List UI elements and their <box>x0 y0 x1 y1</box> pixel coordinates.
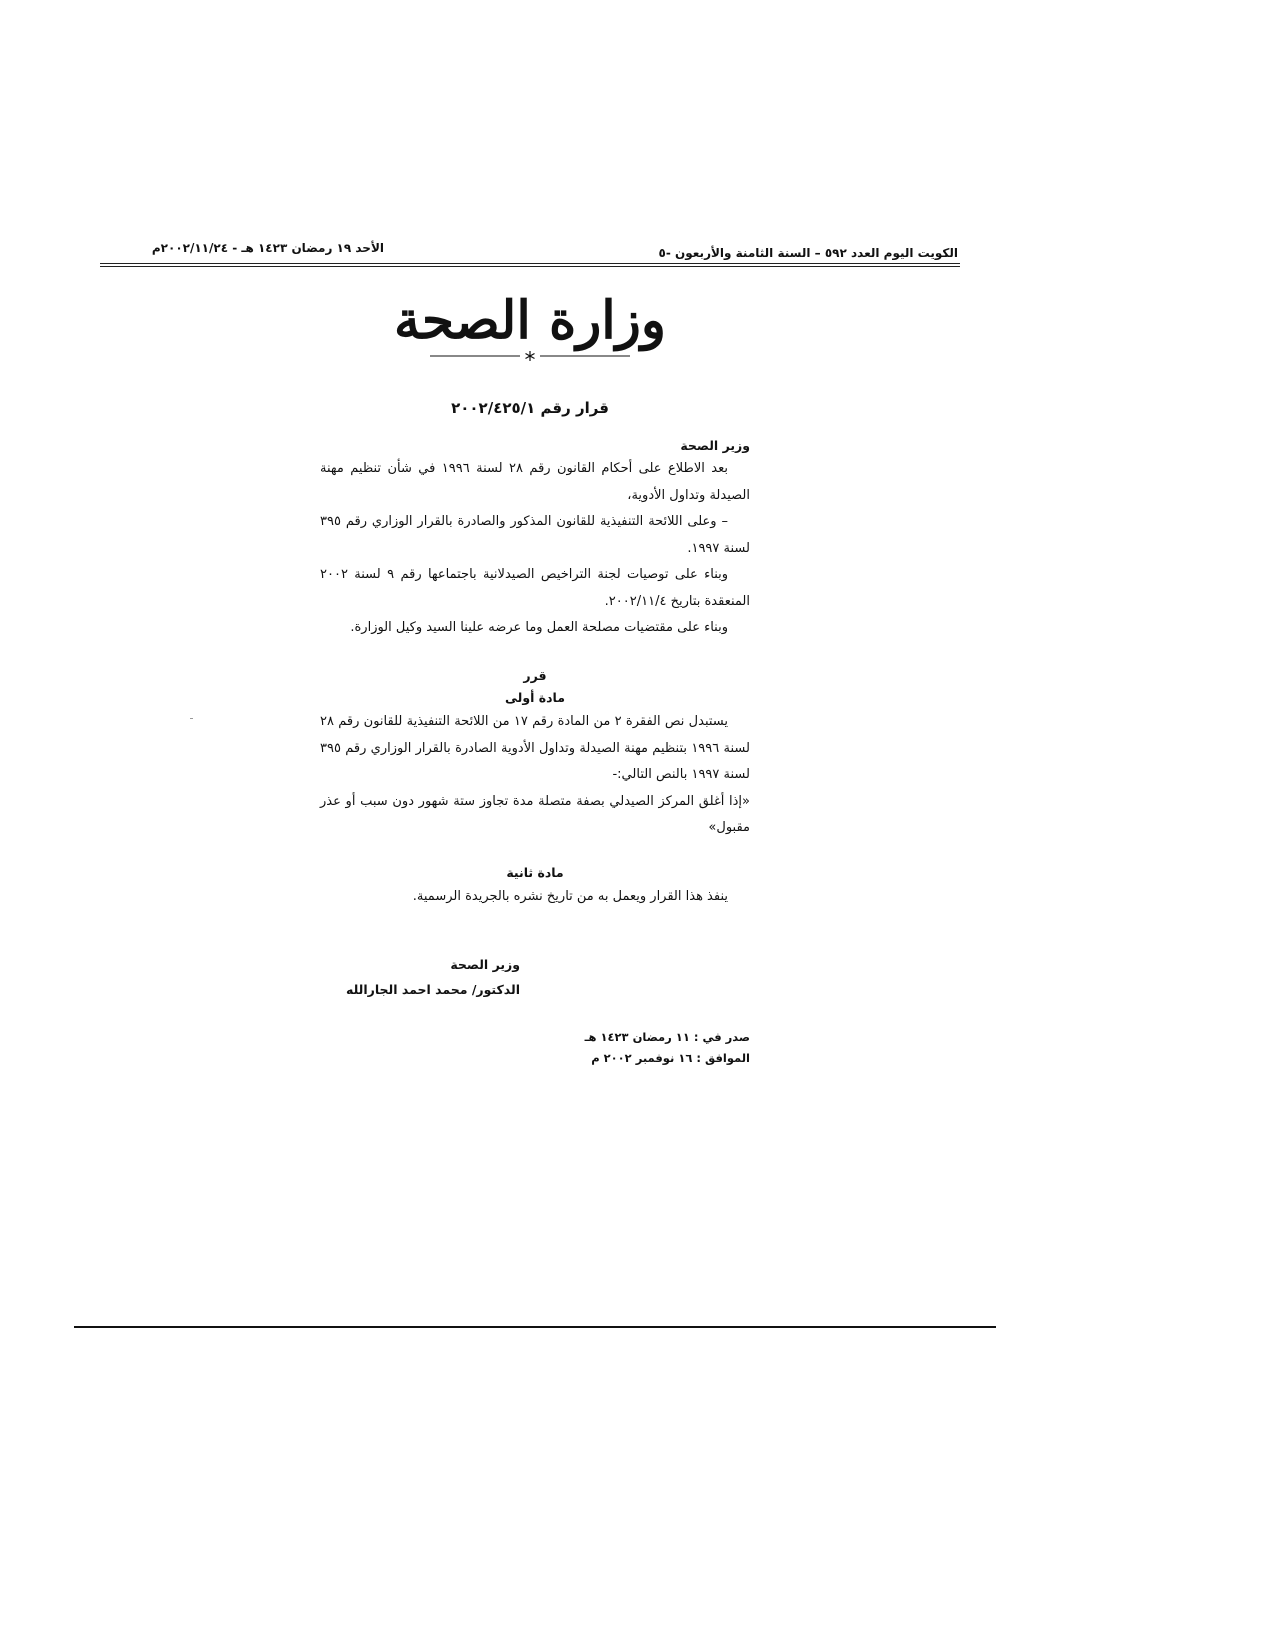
header-rule-top <box>100 263 960 264</box>
article-one-text: يستبدل نص الفقرة ٢ من المادة رقم ١٧ من اللائحة التنفيذية للقانون رقم ٢٨ لسنة ١٩٩٦ بتنظيم مهنة الصيدلة وتداول الأدوية الصادرة بالقرار الوزاري رقم ٣٩٥ لسنة ١٩٩٧ بالنص التالي:- <box>320 714 750 782</box>
article-one <box>320 665 750 842</box>
preamble-paragraph: – وعلى اللائحة التنفيذية للقانون المذكور والصادرة بالقرار الوزاري رقم ٣٩٥ لسنة ١٩٩٧. <box>320 514 750 556</box>
header-issue-info: الكويت اليوم العدد ٥٩٢ – السنة الثامنة والأربعون -٥ <box>658 246 958 260</box>
article-two <box>320 862 750 911</box>
decision-number: قرار رقم ٢٠٠٢/٤٢٥/١ <box>451 399 609 417</box>
issued-hijri-date: صدر في : ١١ رمضان ١٤٢٣ هـ <box>584 1030 750 1044</box>
signer-name: الدكتور/ محمد احمد الجارالله <box>345 982 520 997</box>
signer-title: وزير الصحة <box>450 957 520 972</box>
preamble-paragraph: وبناء على مقتضيات مصلحة العمل وما عرضه علينا السيد وكيل الوزارة. <box>350 620 728 635</box>
page-bottom-rule <box>74 1326 996 1328</box>
issued-gregorian-date: الموافق : ١٦ نوفمبر ٢٠٠٢ م <box>591 1051 750 1065</box>
header-date: الأحد ١٩ رمضان ١٤٢٣ هـ - ٢٠٠٢/١١/٢٤م <box>151 241 384 255</box>
article-one-title: مادة أولى <box>505 690 565 705</box>
preamble-paragraph: بعد الاطلاع على أحكام القانون رقم ٢٨ لسنة ١٩٩٦ في شأن تنظيم مهنة الصيدلة وتداول الأدوية، <box>320 461 750 503</box>
preamble <box>320 436 750 642</box>
article-two-text: ينفذ هذا القرار ويعمل به من تاريخ نشره بالجريدة الرسمية. <box>412 889 728 904</box>
article-one-quote: «إذا أغلق المركز الصيدلي بصفة متصلة مدة تجاوز ستة شهور دون سبب أو عذر مقبول» <box>320 793 750 835</box>
preamble-title: وزير الصحة <box>680 438 750 453</box>
article-two-title: مادة ثانية <box>506 865 564 880</box>
asterisk-icon <box>526 351 535 361</box>
scan-speck <box>190 718 193 719</box>
decided-heading: قرر <box>523 668 547 683</box>
title-ornament <box>430 350 630 362</box>
header-rule-bottom <box>100 266 960 267</box>
ministry-title: وزارة الصحة <box>394 290 666 351</box>
preamble-paragraph: وبناء على توصيات لجنة التراخيص الصيدلانية باجتماعها رقم ٩ لسنة ٢٠٠٢ المنعقدة بتاريخ ٢٠٠٢/١١/٤. <box>320 567 750 609</box>
